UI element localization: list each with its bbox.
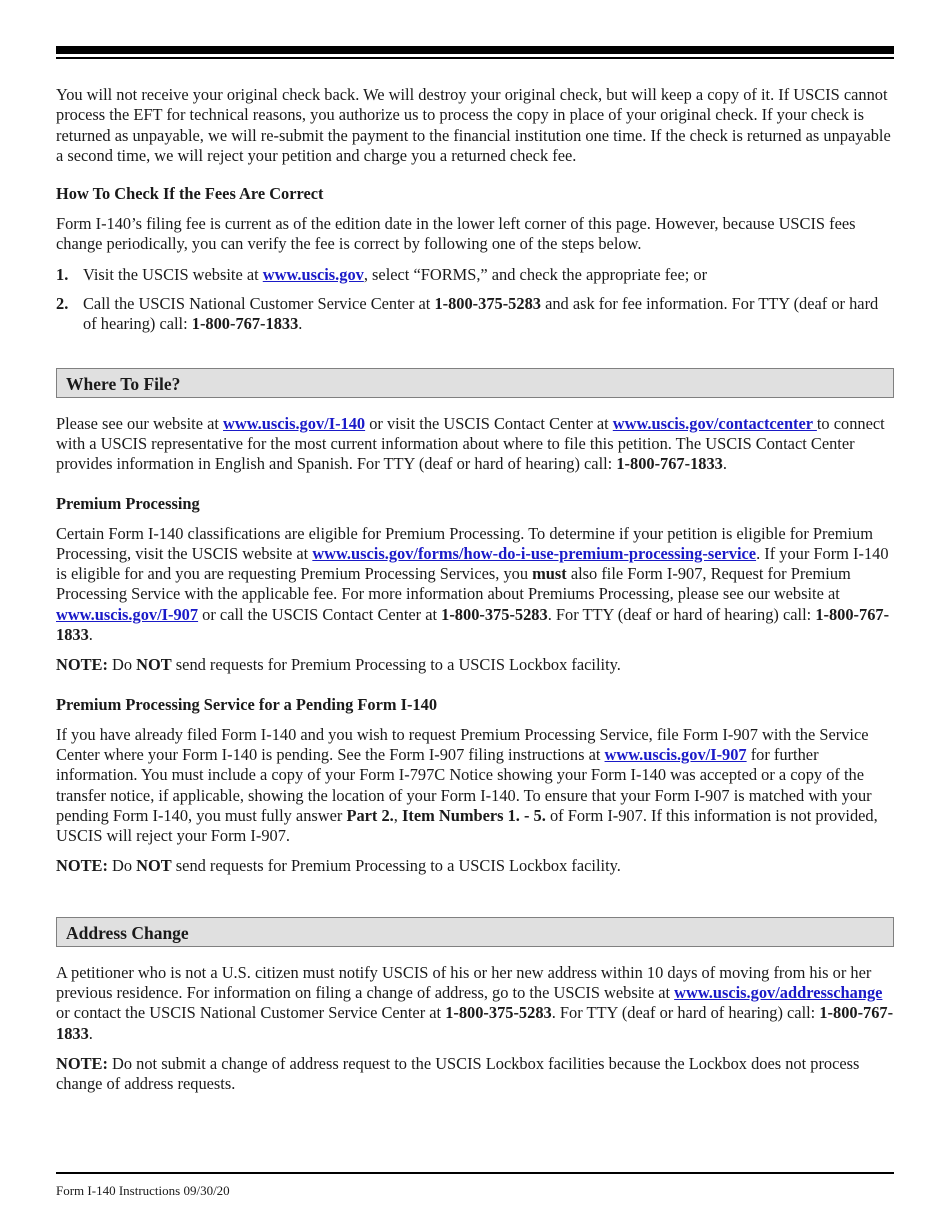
pending-note [56, 856, 894, 876]
address-change-link[interactable]: www.uscis.gov/addresschange [674, 983, 883, 1003]
uscis-link[interactable]: www.uscis.gov [262, 264, 364, 284]
emphasis: NOT [136, 856, 172, 876]
text-run: Do [107, 856, 137, 876]
text-run: of Form I-907. If this information is not provided, USCIS will reject your Form I-907. [56, 805, 878, 846]
text-run: , select “FORMS,” and check the appropriate fee; or [363, 264, 708, 284]
note-label: NOTE: [56, 1053, 108, 1073]
fees-item-2 [56, 294, 894, 335]
i907-link[interactable]: www.uscis.gov/I-907 [56, 604, 199, 624]
phone-number: 1-800-375-5283 [434, 294, 541, 314]
fees-heading: How To Check If the Fees Are Correct [56, 184, 324, 204]
header-rule-thick [56, 46, 894, 54]
tty-number: 1-800-767-1833 [191, 314, 299, 334]
premium-service-link[interactable]: www.uscis.gov/forms/how-do-i-use-premium-processing-service [312, 543, 757, 563]
text-run: . [88, 625, 93, 645]
emphasis: NOT [136, 655, 172, 675]
text-run: , [393, 805, 402, 825]
section-address-change: Address Change [56, 917, 894, 947]
i907-link[interactable]: www.uscis.gov/I-907 [604, 744, 747, 764]
text-run: . [722, 454, 727, 474]
text-run: . [298, 314, 303, 334]
text-run: Certain Form I-140 classifications are eligible for Premium Processing. To determine if your petition is eligible for Premium Processing, visit the USCIS website at [56, 523, 873, 563]
emphasis: Item Numbers 1. - 5. [402, 805, 546, 825]
text-run: or contact the USCIS National Customer Service Center at [56, 1003, 446, 1023]
pending-paragraph [56, 725, 894, 847]
tty-number: 1-800-767-1833 [56, 604, 890, 645]
address-note [56, 1054, 894, 1095]
emphasis: Part 2. [346, 805, 394, 825]
footer-edition: Form I-140 Instructions 09/30/20 [56, 1183, 230, 1198]
premium-heading: Premium Processing [56, 493, 200, 513]
text-run: to connect with a USCIS representative for the most current information about where to file this petition. The USCIS Contact Center provides information in English and Spanish. For TTY (deaf or hard of hearing) call: [56, 413, 885, 474]
text-run: . For TTY (deaf or hard of hearing) call: [551, 1003, 820, 1023]
list-text [83, 265, 707, 285]
emphasis: must [532, 564, 567, 584]
text-run: Do not submit a change of address request to the USCIS Lockbox facilities because the Lockbox does not process change of address requests. [56, 1053, 860, 1094]
note-label: NOTE: [56, 856, 108, 876]
text-run: or visit the USCIS Contact Center at [365, 413, 613, 433]
header-rule-thin [56, 57, 894, 59]
text-run: send requests for Premium Processing to a USCIS Lockbox facility. [171, 856, 621, 876]
text-run: A petitioner who is not a U.S. citizen must notify USCIS of his or her new address within 10 days of moving from his or her previous residence. For information on filing a change of address, go to the USCIS website at [56, 962, 872, 1003]
footer-rule [56, 1172, 894, 1174]
text-run: Do [107, 655, 137, 675]
text-run: for further information. You must include a copy of your Form I-797C Notice showing your Form I-140 was accepted or a copy of the transfer notice, if applicable, showing the location of your Form I-140. To ensure that your Form I-907 is matched with your pending Form I-140, you must fully answer [56, 744, 872, 825]
text-run: Visit the USCIS website at [83, 264, 263, 284]
fees-item-1 [56, 265, 894, 285]
text-run: . For TTY (deaf or hard of hearing) call: [547, 604, 816, 624]
document-page [56, 46, 894, 1095]
tty-number: 1-800-767-1833 [616, 454, 723, 474]
check-paragraph: You will not receive your original check back. We will destroy your original check, but will keep a copy of it. If USCIS cannot process the EFT for technical reasons, you authorize us to process the copy in place of your original check. If your check is returned as unpayable, we will re-submit the payment to the financial institution one time. If the check is returned as unpayable a second time, we will reject your petition and charge you a returned check fee. [56, 85, 891, 165]
list-text [83, 294, 894, 335]
premium-note [56, 655, 894, 675]
address-paragraph [56, 963, 894, 1044]
text-run: Please see our website at [56, 413, 224, 433]
list-number: 2. [56, 294, 69, 314]
fees-intro: Form I-140’s filing fee is current as of the edition date in the lower left corner of this page. However, because USCIS fees change periodically, you can verify the fee is correct by following one of the steps below. [56, 214, 856, 254]
phone-number: 1-800-375-5283 [445, 1003, 552, 1023]
section-where-to-file: Where To File? [56, 368, 894, 398]
where-to-file-paragraph [56, 414, 894, 475]
premium-paragraph [56, 524, 894, 646]
text-run: Call the USCIS National Customer Service Center at [83, 294, 435, 314]
text-run: also file Form I-907, Request for Premium Processing Service with the applicable fee. For more information about Premiums Processing, please see our website at [56, 564, 851, 604]
tty-number: 1-800-767-1833 [56, 1003, 894, 1043]
text-run: . [88, 1023, 93, 1043]
text-run: . If your Form I-140 is eligible for and you are requesting Premium Processing Services, you [56, 543, 889, 584]
list-number: 1. [56, 264, 69, 284]
text-run: send requests for Premium Processing to a USCIS Lockbox facility. [171, 655, 621, 675]
pending-heading: Premium Processing Service for a Pending Form I-140 [56, 694, 438, 714]
note-label: NOTE: [56, 655, 108, 675]
contact-center-link[interactable]: www.uscis.gov/contactcenter [612, 413, 817, 433]
text-run: or call the USCIS Contact Center at [198, 604, 442, 624]
text-run: and ask for fee information. For TTY (deaf or hard of hearing) call: [83, 294, 879, 334]
i140-link[interactable]: www.uscis.gov/I-140 [223, 413, 366, 433]
text-run: If you have already filed Form I-140 and you wish to request Premium Processing Service, file Form I-907 with the Service Center where your Form I-140 is pending. See the Form I-907 filing instructions at [56, 724, 869, 764]
phone-number: 1-800-375-5283 [441, 604, 548, 624]
